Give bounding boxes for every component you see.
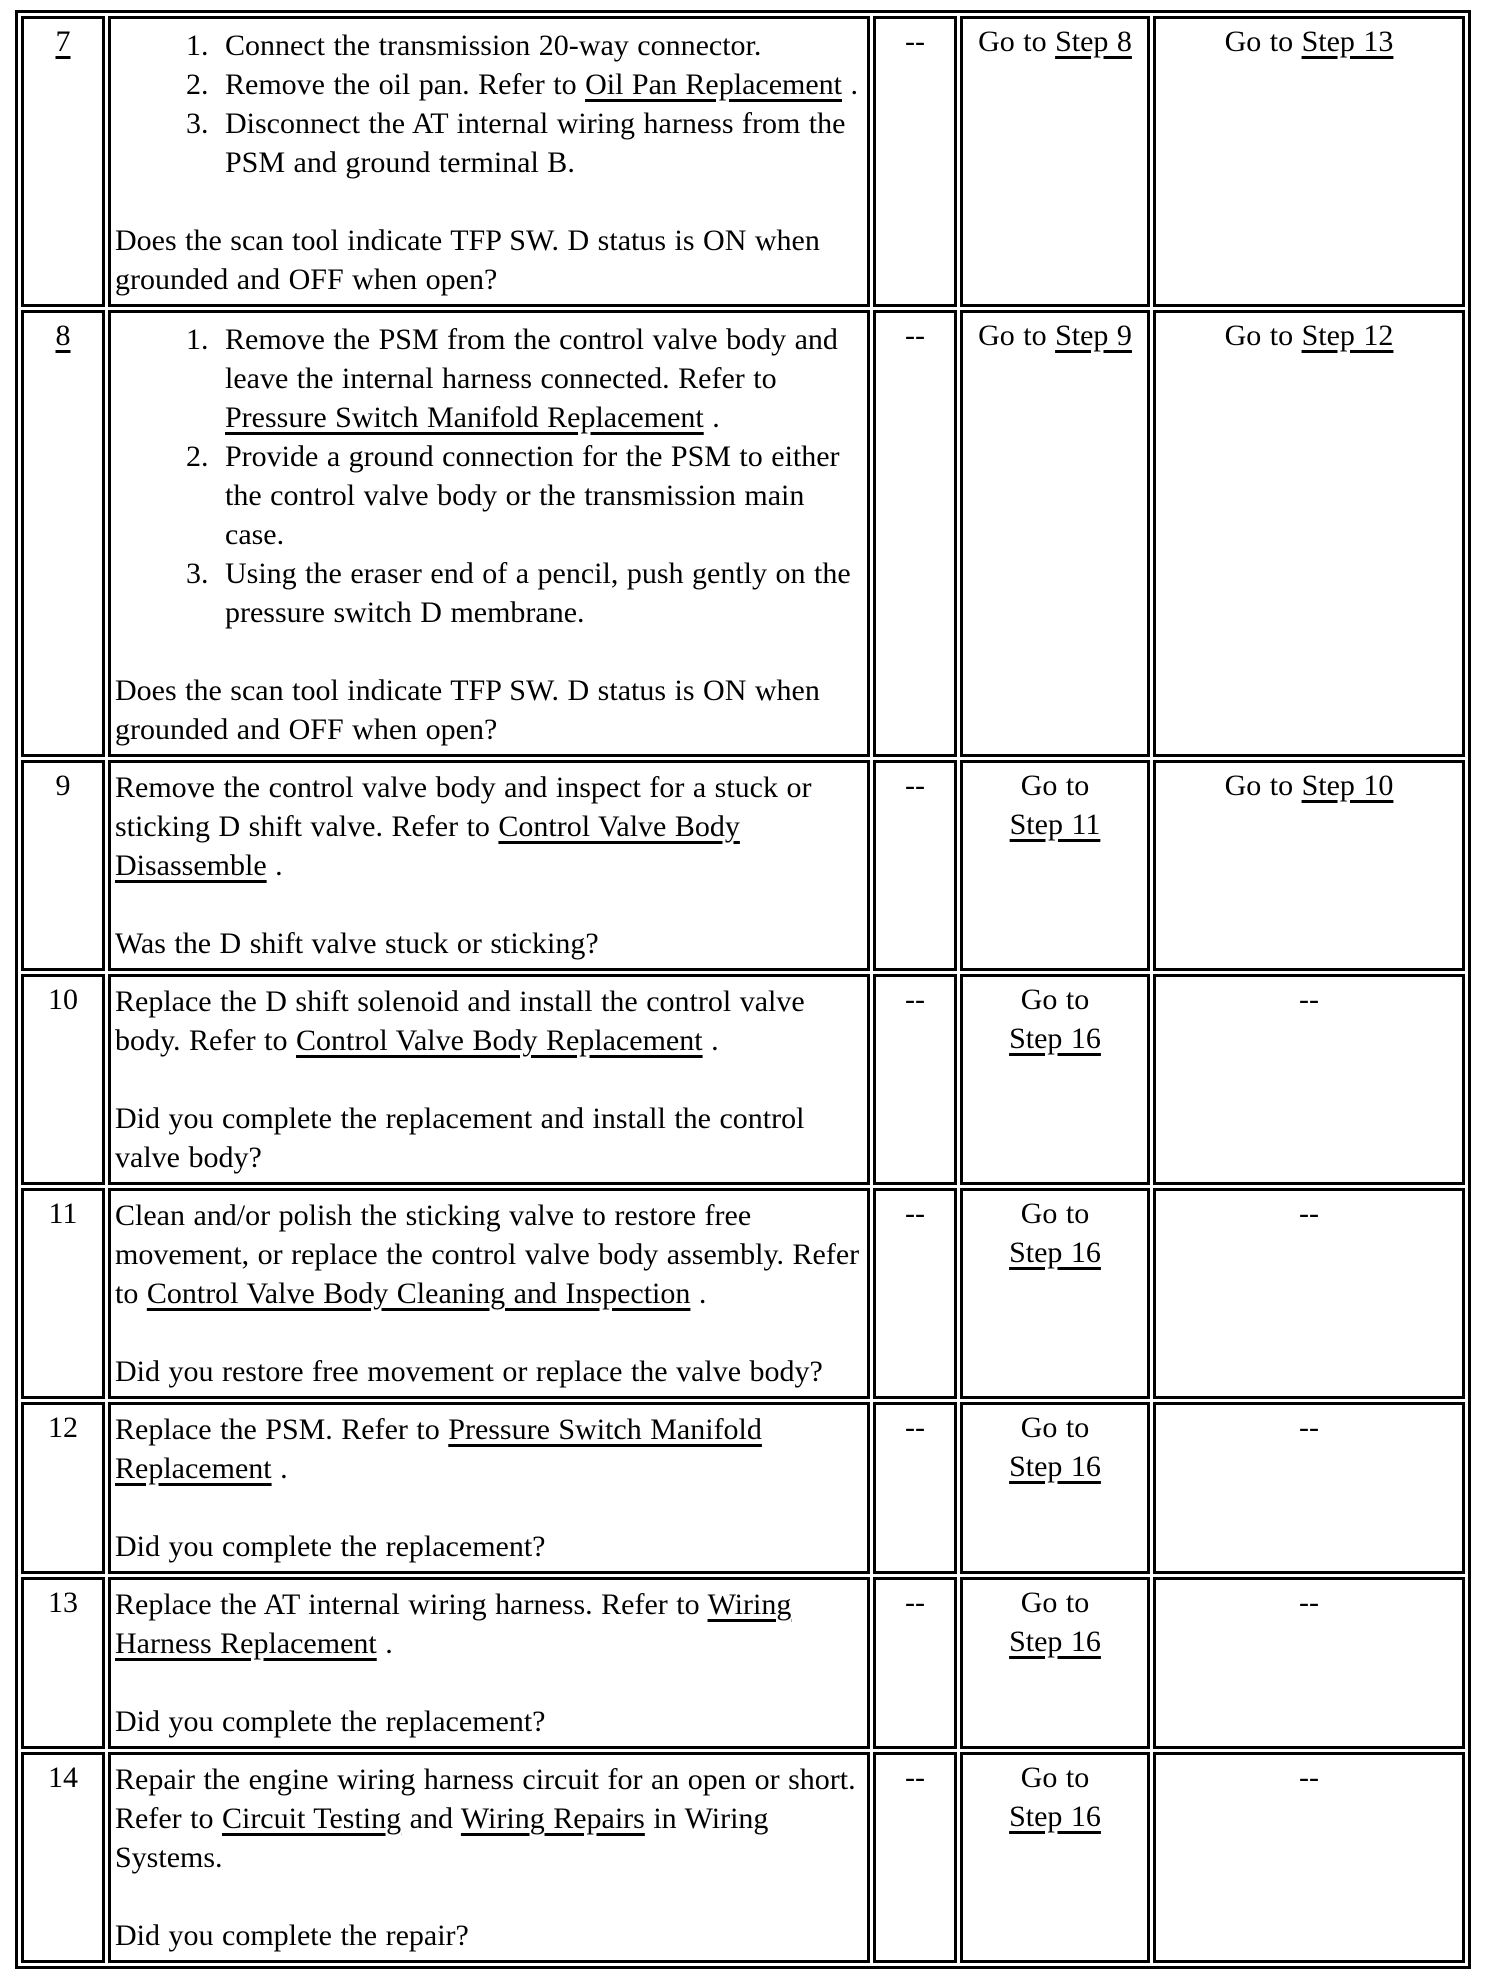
action-intro-text (115, 1410, 863, 1488)
doc-link[interactable]: Step 8 (1055, 25, 1132, 58)
no-cell (1153, 760, 1465, 971)
value-cell (873, 310, 957, 757)
value-dash: -- (905, 1197, 925, 1230)
doc-link[interactable]: Step 16 (1009, 1450, 1101, 1483)
table-row-step-7 (21, 16, 1465, 307)
text-segment: in Wiring Systems. (115, 1802, 769, 1874)
step-number: 9 (55, 769, 71, 802)
yes-cell (960, 1577, 1150, 1749)
value-dash: -- (905, 25, 925, 58)
step-number-cell (21, 760, 105, 971)
goto-line (967, 1758, 1143, 1797)
yes-cell (960, 760, 1150, 971)
doc-link[interactable]: Step 9 (1055, 319, 1132, 352)
doc-link[interactable]: Pressure Switch Manifold Replacement (225, 401, 704, 434)
goto-line (1160, 22, 1458, 61)
text-segment: Provide a ground connection for the PSM to either the control valve body or the transmission main case. (225, 440, 840, 551)
text-segment: . (842, 68, 859, 101)
yes-cell (960, 974, 1150, 1185)
doc-link[interactable]: Control Valve Body Cleaning and Inspection (146, 1277, 691, 1310)
text-segment: Repair the engine wiring harness circuit for an open or short. Refer to (115, 1763, 856, 1835)
no-dash: -- (1299, 1197, 1319, 1230)
yes-cell (960, 1752, 1150, 1963)
doc-link[interactable]: Pressure Switch Manifold Replacement (115, 1413, 762, 1485)
step-number: 13 (48, 1586, 78, 1619)
text-segment: Go to (1224, 769, 1302, 802)
goto-line (967, 805, 1143, 844)
question-text: Did you complete the replacement and install the control valve body? (115, 1102, 805, 1174)
blank-line-spacer (115, 1313, 863, 1352)
no-cell (1153, 16, 1465, 307)
yes-cell (960, 16, 1150, 307)
value-dash: -- (905, 319, 925, 352)
action-list-item (217, 65, 863, 104)
step-number-cell (21, 1577, 105, 1749)
value-cell (873, 974, 957, 1185)
action-intro-text (115, 982, 863, 1060)
yes-cell (960, 310, 1150, 757)
value-dash: -- (905, 1411, 925, 1444)
step-number-link[interactable]: 7 (55, 25, 71, 58)
action-intro-text (115, 1760, 863, 1877)
value-dash: -- (905, 1586, 925, 1619)
action-intro-text (115, 1585, 863, 1663)
action-cell (108, 1752, 870, 1963)
goto-line (1160, 766, 1458, 805)
doc-link[interactable]: Step 13 (1301, 25, 1394, 58)
goto-line (967, 22, 1143, 61)
goto-line (967, 1447, 1143, 1486)
text-segment: Connect the transmission 20-way connector. (225, 29, 762, 62)
text-segment: Go to (1020, 1411, 1090, 1444)
question-text: Did you complete the replacement? (115, 1705, 546, 1738)
value-cell (873, 1752, 957, 1963)
doc-link[interactable]: Step 11 (1009, 808, 1101, 841)
goto-line (967, 1408, 1143, 1447)
text-segment: Disconnect the AT internal wiring harness from the PSM and ground terminal B. (225, 107, 846, 179)
question-text: Does the scan tool indicate TFP SW. D status is ON when grounded and OFF when open? (115, 224, 820, 296)
text-segment: . (690, 1277, 707, 1310)
text-segment: Remove the control valve body and inspect for a stuck or sticking D shift valve. Refer to (115, 771, 812, 843)
doc-link[interactable]: Step 16 (1009, 1800, 1101, 1833)
goto-line (967, 980, 1143, 1019)
action-list-item (217, 26, 863, 65)
text-segment: Go to (1020, 769, 1090, 802)
doc-link[interactable]: Step 16 (1009, 1022, 1101, 1055)
table-row-step-12 (21, 1402, 1465, 1574)
text-segment: . (703, 401, 720, 434)
text-segment: Go to (1020, 1761, 1090, 1794)
goto-line (1160, 316, 1458, 355)
text-segment: . (376, 1627, 393, 1660)
action-list-item (217, 554, 863, 632)
goto-line (967, 1233, 1143, 1272)
text-segment: Go to (978, 25, 1056, 58)
text-segment: . (271, 1452, 288, 1485)
step-number: 10 (48, 983, 78, 1016)
no-cell (1153, 1577, 1465, 1749)
action-intro-text (115, 1196, 863, 1313)
doc-link[interactable]: Wiring Repairs (460, 1802, 645, 1835)
text-segment: Replace the PSM. Refer to (115, 1413, 449, 1446)
text-segment: Go to (1020, 1586, 1090, 1619)
table-row-step-8 (21, 310, 1465, 757)
question-text: Was the D shift valve stuck or sticking? (115, 927, 599, 960)
action-cell (108, 760, 870, 971)
goto-line (967, 1622, 1143, 1661)
doc-link[interactable]: Step 16 (1009, 1625, 1101, 1658)
table-row-step-11 (21, 1188, 1465, 1399)
blank-line-spacer (115, 1060, 863, 1099)
table-row-step-13 (21, 1577, 1465, 1749)
text-segment: . (702, 1024, 719, 1057)
diagnostic-table-body (21, 16, 1465, 1963)
step-number: 14 (48, 1761, 78, 1794)
value-cell (873, 1188, 957, 1399)
doc-link[interactable]: Step 16 (1009, 1236, 1101, 1269)
question-text: Did you restore free movement or replace the valve body? (115, 1355, 823, 1388)
action-list-item (217, 437, 863, 554)
text-segment: Using the eraser end of a pencil, push gently on the pressure switch D membrane. (225, 557, 851, 629)
action-intro-text (115, 768, 863, 885)
action-cell (108, 310, 870, 757)
step-number-link[interactable]: 8 (55, 319, 71, 352)
no-cell (1153, 974, 1465, 1185)
doc-link[interactable]: Oil Pan Replacement (585, 68, 843, 101)
table-row-step-10 (21, 974, 1465, 1185)
table-row-step-9 (21, 760, 1465, 971)
no-cell (1153, 1402, 1465, 1574)
text-segment: Go to (1224, 319, 1302, 352)
question-text: Did you complete the replacement? (115, 1530, 546, 1563)
step-number-cell (21, 1402, 105, 1574)
text-segment: Go to (1020, 1197, 1090, 1230)
text-segment: Clean and/or polish the sticking valve to restore free movement, or replace the control valve body assembly. Refer to (115, 1199, 860, 1310)
blank-line-spacer (115, 1663, 863, 1702)
blank-line-spacer (115, 1488, 863, 1527)
action-cell (108, 1402, 870, 1574)
goto-line (967, 1019, 1143, 1058)
question-text: Did you complete the repair? (115, 1919, 469, 1952)
no-cell (1153, 1752, 1465, 1963)
doc-link[interactable]: Wiring Harness Replacement (115, 1588, 792, 1660)
blank-line-spacer (115, 182, 863, 221)
doc-link[interactable]: Step 12 (1301, 319, 1394, 352)
step-number-cell (21, 1752, 105, 1963)
action-list (115, 26, 863, 182)
text-segment: Replace the AT internal wiring harness. Refer to (115, 1588, 708, 1621)
value-cell (873, 1402, 957, 1574)
text-segment: . (266, 849, 283, 882)
no-dash: -- (1299, 1761, 1319, 1794)
blank-line-spacer (115, 1877, 863, 1916)
table-row-step-14 (21, 1752, 1465, 1963)
goto-line (967, 1797, 1143, 1836)
diagnostic-table (15, 10, 1471, 1969)
yes-cell (960, 1188, 1150, 1399)
action-cell (108, 1577, 870, 1749)
blank-line-spacer (115, 632, 863, 671)
no-cell (1153, 310, 1465, 757)
goto-line (967, 316, 1143, 355)
yes-cell (960, 1402, 1150, 1574)
text-segment: Remove the PSM from the control valve body and leave the internal harness connected. Refer to (225, 323, 838, 395)
step-number: 11 (48, 1197, 78, 1230)
value-cell (873, 16, 957, 307)
step-number: 12 (48, 1411, 78, 1444)
value-dash: -- (905, 1761, 925, 1794)
no-dash: -- (1299, 983, 1319, 1016)
action-list-item (217, 320, 863, 437)
action-cell (108, 16, 870, 307)
value-dash: -- (905, 983, 925, 1016)
action-cell (108, 1188, 870, 1399)
action-list (115, 320, 863, 632)
question-text: Does the scan tool indicate TFP SW. D status is ON when grounded and OFF when open? (115, 674, 820, 746)
doc-link[interactable]: Control Valve Body Disassemble (115, 810, 740, 882)
value-dash: -- (905, 769, 925, 802)
text-segment: Go to (1020, 983, 1090, 1016)
doc-link[interactable]: Step 10 (1301, 769, 1394, 802)
doc-link[interactable]: Control Valve Body Replacement (296, 1024, 703, 1057)
goto-line (967, 1194, 1143, 1233)
text-segment: Go to (1224, 25, 1302, 58)
action-cell (108, 974, 870, 1185)
text-segment: Go to (978, 319, 1056, 352)
step-number-cell (21, 16, 105, 307)
value-cell (873, 760, 957, 971)
step-number-cell (21, 310, 105, 757)
text-segment: Remove the oil pan. Refer to (225, 68, 586, 101)
text-segment: Replace the D shift solenoid and install the control valve body. Refer to (115, 985, 805, 1057)
no-dash: -- (1299, 1411, 1319, 1444)
text-segment: and (401, 1802, 461, 1835)
no-dash: -- (1299, 1586, 1319, 1619)
no-cell (1153, 1188, 1465, 1399)
step-number-cell (21, 974, 105, 1185)
blank-line-spacer (115, 885, 863, 924)
step-number-cell (21, 1188, 105, 1399)
goto-line (967, 766, 1143, 805)
goto-line (967, 1583, 1143, 1622)
action-list-item (217, 104, 863, 182)
value-cell (873, 1577, 957, 1749)
doc-link[interactable]: Circuit Testing (221, 1802, 402, 1835)
